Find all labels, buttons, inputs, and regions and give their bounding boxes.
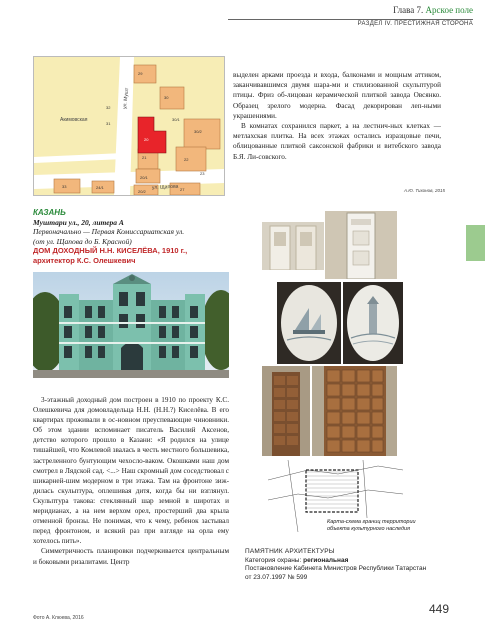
- chapter-header: [393, 5, 473, 15]
- intro-paragraph-1: выделен арками проезда и входа, балконами и мощным аттиком, заканчивавшимся двумя шара-ми и стилизованной скульптурой птицы. Фриз об-лицован керамической плиткой завода Овсянко. Образец зрелого модерна. Фасад декорирован леп-ными украшениями.: [233, 71, 441, 120]
- object-architect: архитектор К.С. Олешкевич: [33, 255, 136, 265]
- protection-category-value: региональная: [303, 556, 349, 564]
- interior-photo-tile-ship: [277, 282, 341, 364]
- map-label-30: 30: [164, 95, 169, 100]
- main-paragraph-1: 3-этажный доходный дом построен в 1910 по проекту К.С. Олешкевича для домовладельца Н.Н. (Н.Н.?) Киселёва. В его квартирах проживали в ос-новном преуспевающие чиновники. Об этом здании вспоминает писатель Василий Аксенов, детство которого прошло в Казани: «Я родился на улице тишайшей, что Комлевой звалась в честь местного большевика, застреленного бунтующим чехосло-ваком. Окошками наш дом смотрел в Лядской сад. <...> Наш скромный дом соседствовал с шикарней-шим модерном в три этажа. Там на фронтоне зиж-дилась скульптура, оплешивая дитя, когда бы ни взглянул. Скульптура такова: стеклянный шар земной в широтах и меридианах, а на нем верхом орел, простерший два крыла отменной бронзы. Не понимая, что к чему, ребенок застывал перед фронтоном, и всякий раз при взгляде на орла ему хотелось пить».: [33, 396, 229, 546]
- interior-photo-tile-lighthouse: [343, 282, 403, 364]
- location-map: [33, 56, 225, 196]
- map-label-24-1: 24/1: [96, 185, 104, 190]
- map-label-33: 33: [62, 184, 67, 189]
- map-label-20-1: 20/1: [140, 175, 148, 180]
- map-label-21: 21: [142, 155, 147, 160]
- photo-credit-top: А.Ю. Тихонов, 2015: [404, 188, 445, 193]
- former-street-name: Первоначально — Первая Комиссариатская ул.: [33, 227, 185, 236]
- interior-photo-stove-tiles: [312, 366, 397, 456]
- map-label-23: 23: [200, 171, 205, 176]
- page-number: 449: [428, 602, 449, 616]
- map-label-32: 32: [106, 105, 111, 110]
- former-street-range: (от ул. Щапова до Б. Красной): [33, 236, 132, 246]
- map-label-31: 31: [106, 121, 111, 126]
- main-paragraph-2: Симметричность планировки подчеркивается центральным и боковыми ризалитами. Центр: [33, 547, 229, 566]
- object-address: Муштари ул., 20, литера А: [33, 217, 124, 227]
- map-label-20-2: 20/2: [138, 189, 146, 194]
- map-label-27: 27: [180, 187, 185, 192]
- intro-text: [233, 70, 441, 162]
- object-info: [33, 208, 233, 265]
- chapter-prefix: Глава 7.: [393, 5, 424, 15]
- interior-photo-doorway: [262, 222, 324, 270]
- monument-heading: ПАМЯТНИК АРХИТЕКТУРЫ: [245, 548, 335, 555]
- decree-line-2: от 23.07.1997 № 599: [245, 573, 308, 581]
- map-label-29: 29: [138, 71, 143, 76]
- plan-caption: Карта-схема границ территории объекта культурного наследия: [325, 518, 441, 534]
- map-label-20: 20: [144, 137, 149, 142]
- object-title: ДОМ ДОХОДНЫЙ Н.Н. КИСЕЛЁВА, 1910 г.,: [33, 246, 188, 255]
- section-header: РАЗДЕЛ IV. ПРЕСТИЖНАЯ СТОРОНА: [357, 21, 473, 27]
- side-tab-marker: [466, 225, 485, 261]
- photo-credit-footer: Фото А. Клюева, 2016: [33, 615, 84, 621]
- chapter-title: Арское поле: [425, 5, 473, 15]
- header-divider: [228, 19, 473, 20]
- map-label-mushtari: ул. Мушт: [122, 87, 131, 110]
- interior-photo-stove-white: [325, 211, 397, 279]
- protection-category: [245, 557, 465, 566]
- intro-paragraph-2: В комнатах сохранился паркет, а на лестнич-ных клетках — метлахская плитка. На всех этажах остались изразцовые печи, облицованные плиткой саксонской фабрики и витебского завода Б.Я. Ли-совского.: [233, 122, 441, 161]
- city-name: КАЗАНЬ: [33, 208, 66, 217]
- map-label-akimovskaya: Акимовская: [60, 117, 88, 123]
- map-label-30-1: 30/1: [172, 117, 180, 122]
- building-photo: [33, 272, 229, 378]
- decree-line-1: Постановление Кабинета Министров Республики Татарстан: [245, 565, 427, 572]
- map-label-22: 22: [184, 157, 189, 162]
- monument-status: [245, 548, 465, 582]
- protection-category-label: Категория охраны:: [245, 556, 302, 564]
- interior-photo-stove-brown: [262, 366, 310, 456]
- main-text: [33, 395, 229, 567]
- map-label-shchapova: ул. Щапова: [151, 183, 179, 191]
- map-label-30-2: 30/2: [194, 129, 202, 134]
